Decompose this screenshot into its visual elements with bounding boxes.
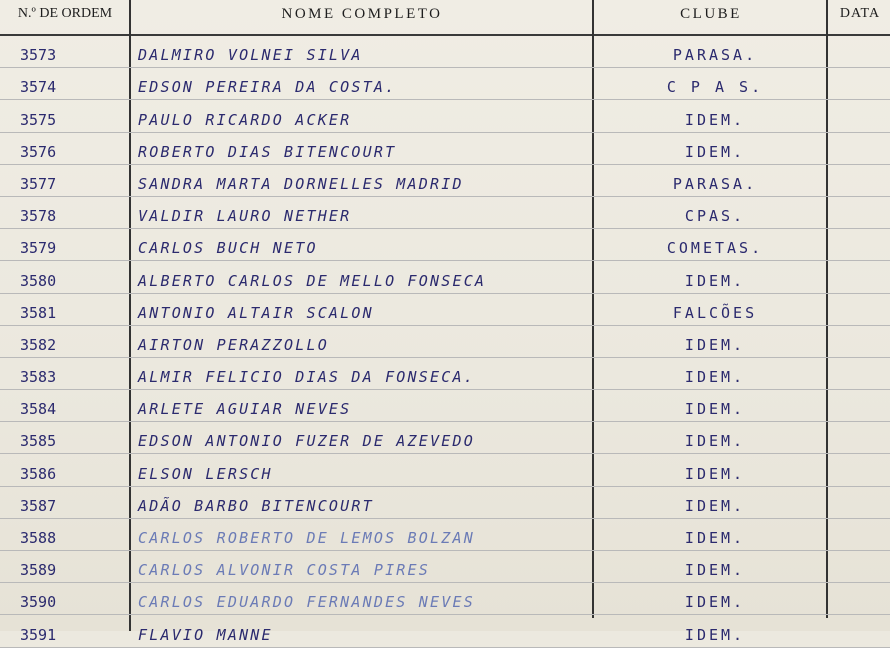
table-row (0, 583, 890, 615)
entry-number: 3586 (20, 464, 57, 483)
entry-name: EDSON PEREIRA DA COSTA. (138, 78, 397, 97)
entry-number: 3579 (20, 239, 57, 258)
entry-number: 3591 (20, 625, 57, 644)
entry-club: IDEM. (684, 496, 746, 515)
table-row (0, 487, 890, 519)
entry-name: ALBERTO CARLOS DE MELLO FONSECA (138, 271, 487, 290)
entry-number: 3590 (20, 593, 57, 612)
entry-club: FALCÕES (672, 303, 758, 322)
entry-number: 3573 (20, 46, 57, 65)
table-row (0, 390, 890, 422)
entry-club: IDEM. (684, 335, 746, 354)
table-row (0, 519, 890, 551)
entry-number: 3578 (20, 207, 57, 226)
entry-club: IDEM. (684, 625, 746, 644)
entry-number: 3575 (20, 110, 57, 129)
entry-number: 3587 (20, 496, 57, 515)
table-row (0, 68, 890, 100)
header-ordem: N.º DE ORDEM (17, 6, 113, 21)
table-row (0, 422, 890, 454)
entry-number: 3581 (20, 303, 57, 322)
entry-club: C P A S. (666, 78, 764, 97)
table-row (0, 133, 890, 165)
entry-club: IDEM. (684, 432, 746, 451)
entry-club: IDEM. (684, 400, 746, 419)
header-data: DATA (839, 6, 881, 21)
entry-number: 3588 (20, 529, 57, 547)
table-row (0, 197, 890, 229)
entry-number: 3576 (20, 142, 57, 161)
entry-name: ARLETE AGUIAR NEVES (138, 400, 352, 419)
table-row (0, 294, 890, 326)
entry-name: CARLOS EDUARDO FERNANDES NEVES (138, 593, 475, 612)
entry-club: IDEM. (684, 110, 746, 129)
entry-number: 3577 (20, 174, 57, 193)
entry-number: 3589 (20, 561, 57, 580)
entry-club: IDEM. (684, 593, 746, 612)
entry-name: AIRTON PERAZZOLLO (138, 335, 329, 354)
table-row (0, 326, 890, 358)
entry-name: ROBERTO DIAS BITENCOURT (138, 142, 397, 161)
entry-name: CARLOS ROBERTO DE LEMOS BOLZAN (138, 529, 475, 547)
entry-name: ANTONIO ALTAIR SCALON (138, 303, 374, 322)
entry-name: SANDRA MARTA DORNELLES MADRID (138, 174, 464, 193)
entry-club: IDEM. (684, 271, 746, 290)
entry-name: FLAVIO MANNE (138, 625, 273, 644)
entry-club: COMETAS. (666, 239, 764, 258)
entry-club: PARASA. (672, 46, 758, 65)
entry-name: ALMIR FELICIO DIAS DA FONSECA. (138, 368, 475, 387)
table-body (0, 36, 890, 648)
entry-name: ADÃO BARBO BITENCOURT (138, 496, 374, 515)
entry-club: IDEM. (684, 142, 746, 161)
table-header (0, 0, 890, 36)
entry-number: 3584 (20, 400, 57, 419)
table-row (0, 454, 890, 486)
entry-club: IDEM. (684, 561, 746, 580)
entry-club: IDEM. (684, 464, 746, 483)
entry-number: 3583 (20, 368, 57, 387)
entry-name: EDSON ANTONIO FUZER DE AZEVEDO (138, 432, 475, 451)
entry-club: CPAS. (684, 207, 746, 226)
table-row (0, 358, 890, 390)
table-row (0, 615, 890, 647)
table-row (0, 36, 890, 68)
entry-number: 3585 (20, 432, 57, 451)
entry-name: CARLOS BUCH NETO (138, 239, 318, 258)
header-clube: CLUBE (680, 6, 742, 22)
table-row (0, 551, 890, 583)
entry-number: 3580 (20, 271, 57, 290)
entry-number: 3582 (20, 335, 57, 354)
entry-name: CARLOS ALVONIR COSTA PIRES (138, 561, 430, 580)
entry-name: DALMIRO VOLNEI SILVA (138, 46, 363, 65)
table-row (0, 100, 890, 132)
entry-name: VALDIR LAURO NETHER (138, 207, 352, 226)
entry-club: IDEM. (684, 368, 746, 387)
entry-name: PAULO RICARDO ACKER (138, 110, 352, 129)
table-row (0, 165, 890, 197)
entry-name: ELSON LERSCH (138, 464, 273, 483)
table-row (0, 229, 890, 261)
entry-number: 3574 (20, 78, 57, 97)
header-nome: NOME COMPLETO (281, 6, 443, 22)
entry-club: IDEM. (684, 529, 746, 547)
entry-club: PARASA. (672, 174, 758, 193)
table-row (0, 261, 890, 293)
